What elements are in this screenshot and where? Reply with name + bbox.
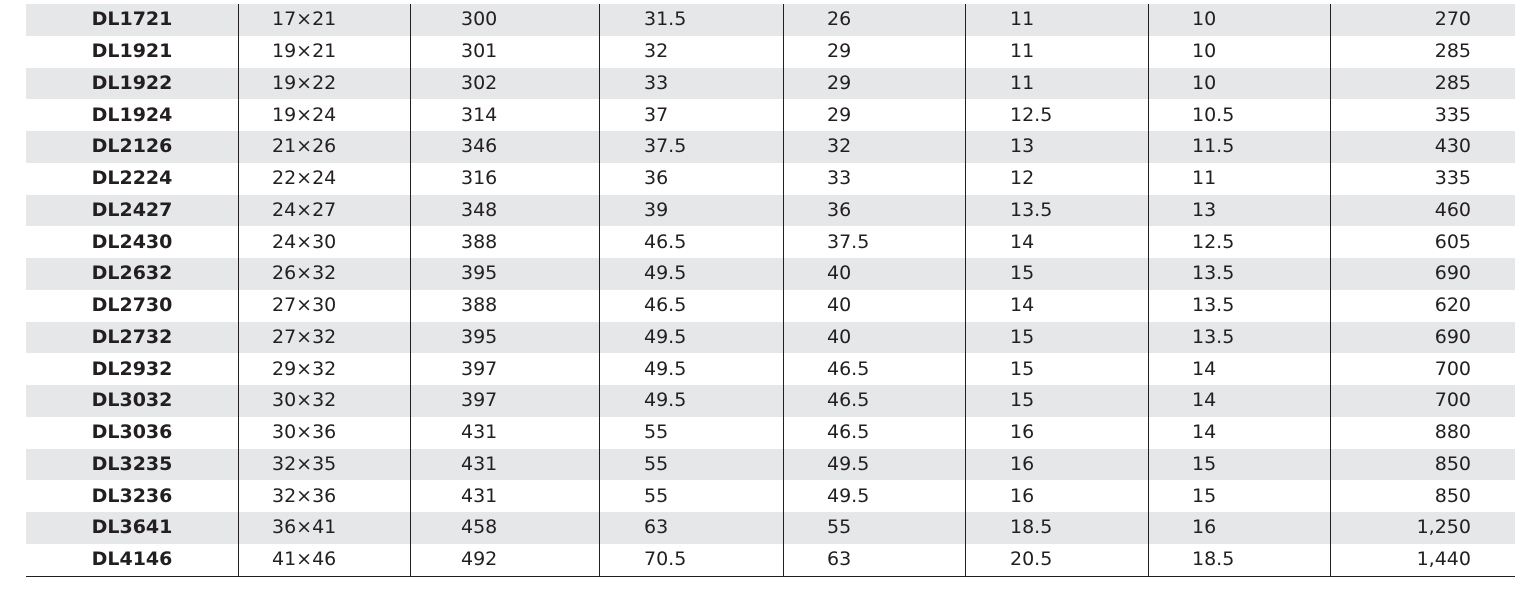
- model-cell: DL3641: [26, 512, 239, 544]
- table-row: [26, 226, 1515, 258]
- value-cell: 33: [600, 68, 784, 100]
- value-cell: 55: [600, 480, 784, 512]
- value-cell: 850: [1331, 449, 1515, 481]
- table-row: [26, 512, 1515, 544]
- model-cell: DL3032: [26, 385, 239, 417]
- value-cell: 16: [966, 449, 1149, 481]
- table-row: [26, 131, 1515, 163]
- value-cell: 40: [784, 290, 966, 322]
- value-cell: 41×46: [239, 544, 411, 576]
- value-cell: 39: [600, 195, 784, 227]
- value-cell: 700: [1331, 385, 1515, 417]
- model-cell: DL2224: [91, 167, 173, 190]
- value-cell: 27×30: [239, 290, 411, 322]
- value-cell: 395: [411, 322, 600, 354]
- value-cell: 30×32: [239, 385, 411, 417]
- value-cell: 10: [1149, 36, 1331, 68]
- value-cell: 55: [600, 417, 784, 449]
- model-cell: DL1924: [91, 103, 173, 126]
- value-cell: 19×21: [239, 36, 411, 68]
- value-cell: 37: [600, 99, 784, 131]
- value-cell: 15: [966, 258, 1149, 290]
- value-cell: 36: [784, 195, 966, 227]
- value-cell: 55: [784, 512, 966, 544]
- value-cell: 850: [1331, 480, 1515, 512]
- table-row: [26, 480, 1515, 512]
- value-cell: 14: [1149, 417, 1331, 449]
- value-cell: 33: [784, 163, 966, 195]
- value-cell: 15: [1149, 449, 1331, 481]
- value-cell: 26×32: [239, 258, 411, 290]
- value-cell: 63: [600, 512, 784, 544]
- value-cell: 348: [411, 195, 600, 227]
- table-row: [26, 163, 1515, 195]
- table-row: [26, 99, 1515, 131]
- value-cell: 397: [411, 353, 600, 385]
- value-cell: 395: [411, 258, 600, 290]
- value-cell: 27×32: [239, 322, 411, 354]
- model-cell: DL1921: [91, 40, 173, 63]
- value-cell: 15: [966, 322, 1149, 354]
- value-cell: 430: [1331, 131, 1515, 163]
- value-cell: 492: [411, 544, 600, 576]
- value-cell: 13: [1149, 195, 1331, 227]
- value-cell: 12.5: [1149, 226, 1331, 258]
- value-cell: 11.5: [1149, 131, 1331, 163]
- value-cell: 63: [784, 544, 966, 576]
- value-cell: 49.5: [600, 322, 784, 354]
- value-cell: 13.5: [1149, 258, 1331, 290]
- value-cell: 10: [1149, 68, 1331, 100]
- value-cell: 16: [1149, 512, 1331, 544]
- value-cell: 10.5: [1149, 99, 1331, 131]
- value-cell: 29: [784, 68, 966, 100]
- value-cell: 70.5: [600, 544, 784, 576]
- model-cell: DL2427: [26, 195, 239, 227]
- value-cell: 302: [411, 68, 600, 100]
- model-cell: DL2126: [26, 131, 239, 163]
- table-row: [26, 68, 1515, 100]
- value-cell: 12: [966, 163, 1149, 195]
- value-cell: 880: [1331, 417, 1515, 449]
- table-row: [26, 353, 1515, 385]
- value-cell: 49.5: [600, 385, 784, 417]
- table-row: [26, 417, 1515, 449]
- value-cell: 36: [600, 163, 784, 195]
- table-row: [26, 195, 1515, 227]
- model-cell: DL2732: [26, 322, 239, 354]
- value-cell: 16: [966, 480, 1149, 512]
- model-cell: DL2932: [91, 357, 173, 380]
- value-cell: 22×24: [239, 163, 411, 195]
- value-cell: 1,250: [1331, 512, 1515, 544]
- value-cell: 1,440: [1331, 544, 1515, 576]
- model-cell: DL1721: [26, 4, 239, 36]
- value-cell: 32×35: [239, 449, 411, 481]
- value-cell: 18.5: [1149, 544, 1331, 576]
- model-cell: DL2430: [91, 230, 173, 253]
- value-cell: 13.5: [966, 195, 1149, 227]
- value-cell: 15: [966, 353, 1149, 385]
- value-cell: 15: [1149, 480, 1331, 512]
- value-cell: 37.5: [600, 131, 784, 163]
- value-cell: 40: [784, 322, 966, 354]
- value-cell: 49.5: [600, 258, 784, 290]
- value-cell: 24×27: [239, 195, 411, 227]
- value-cell: 11: [1149, 163, 1331, 195]
- value-cell: 16: [966, 417, 1149, 449]
- value-cell: 700: [1331, 353, 1515, 385]
- value-cell: 335: [1331, 163, 1515, 195]
- value-cell: 316: [411, 163, 600, 195]
- value-cell: 13.5: [1149, 322, 1331, 354]
- value-cell: 15: [966, 385, 1149, 417]
- value-cell: 10: [1149, 4, 1331, 36]
- value-cell: 55: [600, 449, 784, 481]
- value-cell: 21×26: [239, 131, 411, 163]
- value-cell: 12.5: [966, 99, 1149, 131]
- value-cell: 300: [411, 4, 600, 36]
- value-cell: 37.5: [784, 226, 966, 258]
- value-cell: 460: [1331, 195, 1515, 227]
- value-cell: 14: [1149, 385, 1331, 417]
- value-cell: 431: [411, 480, 600, 512]
- model-cell: DL3236: [91, 484, 173, 507]
- value-cell: 46.5: [784, 353, 966, 385]
- value-cell: 26: [784, 4, 966, 36]
- value-cell: 605: [1331, 226, 1515, 258]
- value-cell: 388: [411, 226, 600, 258]
- value-cell: 14: [966, 226, 1149, 258]
- value-cell: 620: [1331, 290, 1515, 322]
- value-cell: 13.5: [1149, 290, 1331, 322]
- value-cell: 49.5: [784, 449, 966, 481]
- table-row: [26, 544, 1515, 576]
- value-cell: 18.5: [966, 512, 1149, 544]
- value-cell: 314: [411, 99, 600, 131]
- model-cell: DL3036: [91, 421, 173, 444]
- table-row: [26, 4, 1515, 36]
- value-cell: 40: [784, 258, 966, 290]
- value-cell: 19×22: [239, 68, 411, 100]
- value-cell: 46.5: [600, 226, 784, 258]
- model-cell: DL4146: [91, 548, 173, 571]
- value-cell: 46.5: [600, 290, 784, 322]
- table-row: [26, 290, 1515, 322]
- model-cell: DL2632: [26, 258, 239, 290]
- value-cell: 690: [1331, 322, 1515, 354]
- value-cell: 20.5: [966, 544, 1149, 576]
- value-cell: 285: [1331, 68, 1515, 100]
- value-cell: 19×24: [239, 99, 411, 131]
- value-cell: 335: [1331, 99, 1515, 131]
- value-cell: 24×30: [239, 226, 411, 258]
- value-cell: 29: [784, 36, 966, 68]
- value-cell: 17×21: [239, 4, 411, 36]
- value-cell: 690: [1331, 258, 1515, 290]
- value-cell: 32×36: [239, 480, 411, 512]
- value-cell: 49.5: [600, 353, 784, 385]
- model-cell: DL2730: [91, 294, 173, 317]
- spec-table: [26, 4, 1515, 577]
- value-cell: 32: [600, 36, 784, 68]
- value-cell: 431: [411, 449, 600, 481]
- value-cell: 46.5: [784, 385, 966, 417]
- value-cell: 397: [411, 385, 600, 417]
- table-row: [26, 385, 1515, 417]
- table-row: [26, 322, 1515, 354]
- value-cell: 11: [966, 68, 1149, 100]
- table-row: [26, 36, 1515, 68]
- value-cell: 29×32: [239, 353, 411, 385]
- value-cell: 31.5: [600, 4, 784, 36]
- value-cell: 14: [966, 290, 1149, 322]
- value-cell: 46.5: [784, 417, 966, 449]
- model-cell: DL1922: [26, 68, 239, 100]
- value-cell: 458: [411, 512, 600, 544]
- value-cell: 346: [411, 131, 600, 163]
- table-row: [26, 449, 1515, 481]
- table-row: [26, 258, 1515, 290]
- value-cell: 301: [411, 36, 600, 68]
- value-cell: 36×41: [239, 512, 411, 544]
- value-cell: 14: [1149, 353, 1331, 385]
- value-cell: 13: [966, 131, 1149, 163]
- value-cell: 388: [411, 290, 600, 322]
- value-cell: 270: [1331, 4, 1515, 36]
- value-cell: 431: [411, 417, 600, 449]
- value-cell: 30×36: [239, 417, 411, 449]
- value-cell: 49.5: [784, 480, 966, 512]
- value-cell: 11: [966, 4, 1149, 36]
- value-cell: 29: [784, 99, 966, 131]
- model-cell: DL3235: [26, 449, 239, 481]
- value-cell: 32: [784, 131, 966, 163]
- value-cell: 285: [1331, 36, 1515, 68]
- spec-table-body: [26, 4, 1515, 576]
- value-cell: 11: [966, 36, 1149, 68]
